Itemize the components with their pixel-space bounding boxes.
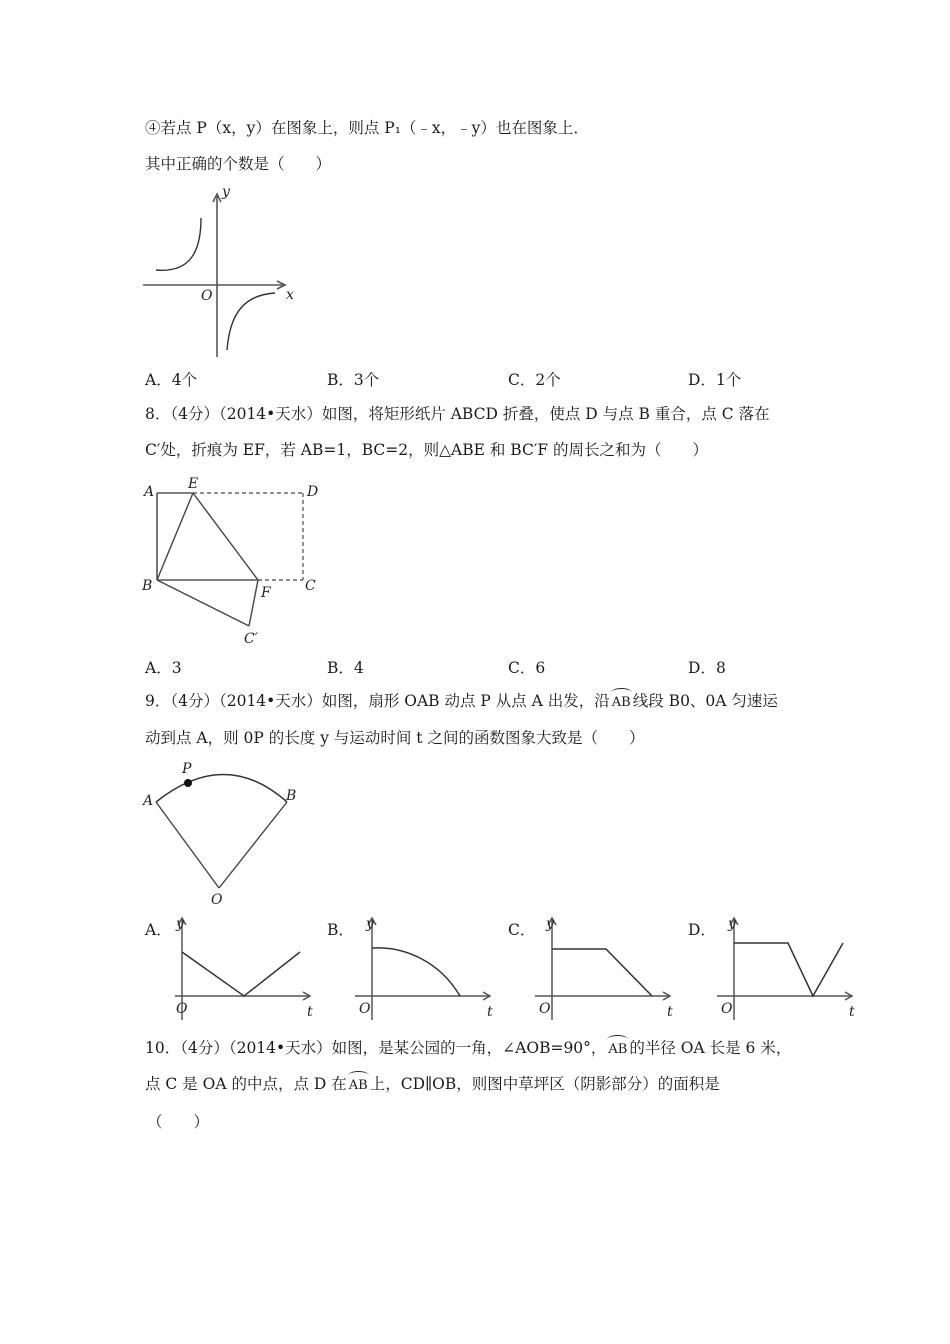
q7-option-d[interactable]	[688, 370, 741, 390]
q9-sector-figure	[140, 757, 310, 907]
label-f: F	[261, 585, 271, 601]
origin-label: O	[176, 1001, 188, 1017]
q9-option-b-graph[interactable]	[350, 912, 500, 1024]
y-axis-label: y	[546, 916, 554, 932]
y-axis-label: y	[728, 916, 736, 932]
q8-option-b[interactable]	[327, 658, 364, 678]
arc-ab-symbol: AB	[348, 1076, 369, 1096]
q7-statement-4: ④若点 P（x，y）在图象上，则点 P₁（﹣x，﹣y）也在图象上．	[145, 119, 589, 137]
q9-option-d-graph[interactable]	[712, 912, 862, 1024]
q7-option-a[interactable]	[145, 370, 197, 390]
option-text: 3	[171, 659, 182, 677]
option-key: A．	[145, 371, 172, 389]
label-b: B	[142, 578, 153, 594]
q7-option-c[interactable]	[508, 370, 561, 390]
option-key: C．	[508, 659, 536, 677]
t-axis-label: t	[307, 1004, 313, 1020]
q10-question-line-1	[145, 1038, 791, 1060]
option-text: 1个	[715, 371, 742, 389]
label-b: B	[286, 788, 297, 804]
q10-answer-blank: （ ）	[147, 1113, 210, 1131]
q7-prompt: 其中正确的个数是（ ）	[145, 155, 332, 173]
q9-text-a: 9．（4分）（2014•天水）如图，扇形 OAB 动点 P 从点 A 出发，沿	[145, 692, 610, 710]
label-a: A	[144, 484, 155, 500]
q10-text-a: 点 C 是 OA 的中点，点 D 在	[145, 1075, 347, 1093]
arc-ab-symbol: AB	[611, 693, 632, 713]
q8-option-d[interactable]	[688, 658, 726, 678]
q9-option-a-graph[interactable]	[170, 912, 320, 1024]
label-a: A	[143, 793, 154, 809]
q8-question-line-2: C′处，折痕为 EF，若 AB=1，BC=2，则△ABE 和 BC′F 的周长之和为（ ）	[145, 441, 709, 459]
q9-question-line-2: 动到点 A，则 0P 的长度 y 与运动时间 t 之间的函数图象大致是（ ）	[145, 729, 645, 747]
option-text: 2个	[535, 371, 561, 389]
option-key: B．	[327, 659, 354, 677]
q9-option-a-key[interactable]: A．	[145, 921, 172, 939]
origin-label: O	[359, 1001, 371, 1017]
label-p: P	[182, 761, 192, 777]
y-axis-label: y	[176, 916, 184, 932]
option-key: D．	[688, 659, 716, 677]
label-o: O	[211, 892, 223, 908]
q9-option-c-key[interactable]: C．	[508, 921, 536, 939]
option-key: B．	[327, 371, 354, 389]
q8-question-line-1: 8．（4分）（2014•天水）如图，将矩形纸片 ABCD 折叠，使点 D 与点 B 重合，点 C 落在	[145, 405, 770, 423]
q9-option-d-key[interactable]: D．	[688, 921, 716, 939]
q10-text-b: 的半径 OA 长是 6 米，	[629, 1039, 792, 1057]
t-axis-label: t	[667, 1004, 673, 1020]
origin-label: O	[201, 288, 213, 304]
origin-label: O	[721, 1001, 733, 1017]
label-c-prime: C′	[244, 631, 258, 647]
q10-text-a: 10．（4分）（2014•天水）如图，是某公园的一角，∠AOB=90°，	[145, 1039, 607, 1057]
q10-question-line-2	[145, 1074, 720, 1096]
q8-option-c[interactable]	[508, 658, 545, 678]
option-text: 3个	[353, 371, 380, 389]
x-axis-label: x	[286, 287, 294, 303]
option-text: 6	[535, 659, 546, 677]
option-text: 4个	[171, 371, 198, 389]
label-d: D	[307, 484, 319, 500]
t-axis-label: t	[487, 1004, 493, 1020]
label-e: E	[188, 476, 199, 492]
q10-text-b: 上，CD∥OB，则图中草坪区（阴影部分）的面积是	[369, 1075, 720, 1093]
q7-hyperbola-figure	[140, 182, 310, 362]
q9-option-c-graph[interactable]	[530, 912, 680, 1024]
arc-ab-symbol: AB	[607, 1040, 628, 1060]
option-key: A．	[145, 659, 172, 677]
origin-label: O	[539, 1001, 551, 1017]
point-p-marker	[184, 779, 192, 787]
option-key: C．	[508, 371, 536, 389]
label-c: C	[305, 578, 316, 594]
q7-option-b[interactable]	[327, 370, 379, 390]
option-text: 8	[715, 659, 726, 677]
option-key: D．	[688, 371, 716, 389]
q9-option-b-key[interactable]: B．	[327, 921, 354, 939]
y-axis-label: y	[222, 184, 230, 200]
option-text: 4	[353, 659, 364, 677]
q8-option-a[interactable]	[145, 658, 182, 678]
t-axis-label: t	[849, 1004, 855, 1020]
y-axis-label: y	[366, 916, 374, 932]
q9-question-line-1	[145, 691, 778, 713]
q8-folded-rectangle-figure	[140, 472, 330, 647]
q9-text-b: 线段 B0、0A 匀速运	[632, 692, 778, 710]
